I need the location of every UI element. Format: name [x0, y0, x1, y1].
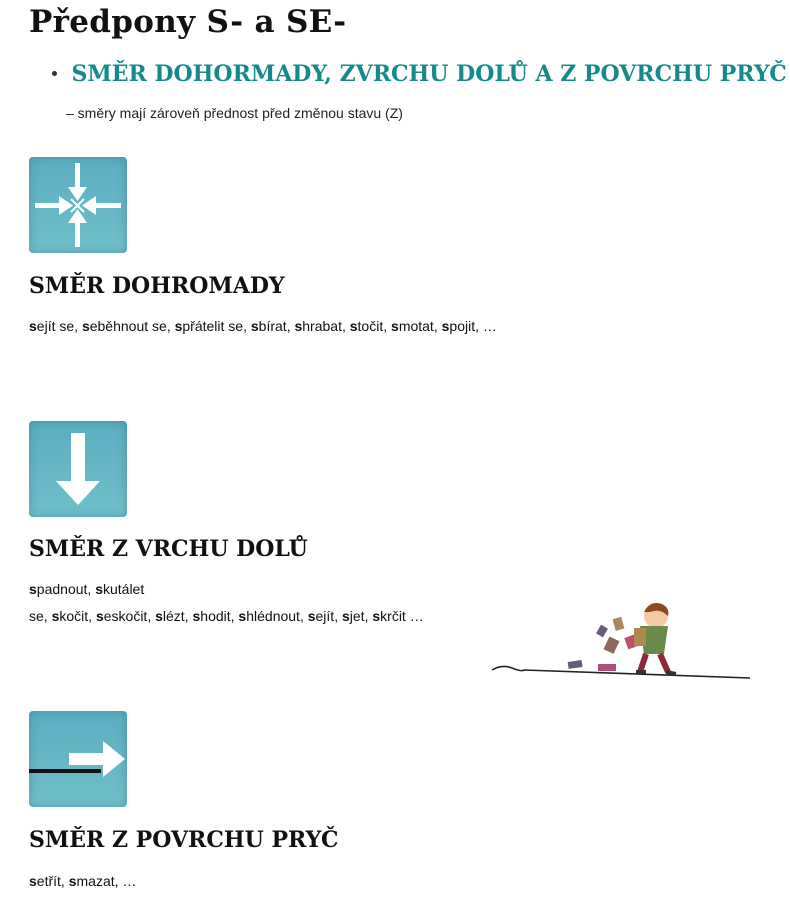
word-rest: se: [29, 608, 44, 624]
example-word: [308, 608, 334, 624]
example-word: [29, 873, 61, 889]
example-word: [294, 318, 342, 334]
prefix-letter: s: [294, 318, 303, 334]
prefix-letter: s: [192, 608, 201, 624]
word-rest: lézt: [162, 608, 185, 624]
word-rest: pojit: [449, 318, 476, 334]
example-word: [29, 608, 44, 624]
word-rest: točit: [357, 318, 384, 334]
example-word: [391, 318, 434, 334]
example-word: [192, 608, 230, 624]
arrow-down-icon: [29, 421, 127, 517]
word-rest: etřít: [36, 873, 61, 889]
example-word: [82, 318, 167, 334]
prefix-letter: s: [174, 318, 183, 334]
word-rest: hodit: [200, 608, 231, 624]
example-word: [372, 608, 423, 624]
prefix-letter: s: [29, 318, 37, 334]
word-rest: přátelit se: [182, 318, 244, 334]
examples-down-line2: se, skočit, seskočit, slézt, shodit, shlédnout, sejít, sjet, skrčit …: [29, 608, 424, 624]
prefix-letter: s: [95, 581, 103, 597]
subtitle-row: [52, 61, 787, 87]
word-rest: kutálet: [102, 581, 145, 597]
word-rest: ejít se: [36, 318, 75, 334]
example-word: [175, 318, 244, 334]
example-word: [122, 873, 136, 889]
note-text: – směry mají zároveň přednost před změnou stavu (Z): [66, 105, 403, 121]
prefix-letter: s: [29, 873, 37, 889]
prefix-letter: s: [51, 608, 60, 624]
word-rest: kočit: [59, 608, 89, 624]
example-word: [95, 581, 144, 597]
examples-together: sejít se, seběhnout se, spřátelit se, sbírat, shrabat, stočit, smotat, spojit, …: [29, 318, 497, 334]
page-title: Předpony S- a SE-: [29, 4, 347, 40]
word-rest: …: [122, 873, 137, 889]
word-rest: motat: [398, 318, 434, 334]
prefix-letter: s: [95, 608, 104, 624]
word-rest: krčit …: [380, 608, 424, 624]
example-word: [29, 318, 74, 334]
example-word: [251, 318, 287, 334]
prefix-letter: s: [391, 318, 399, 334]
prefix-letter: s: [307, 608, 316, 624]
word-rest: hrabat: [302, 318, 342, 334]
prefix-letter: s: [238, 608, 247, 624]
example-word: [483, 318, 497, 334]
example-word: [350, 318, 383, 334]
prefix-letter: s: [81, 318, 90, 334]
boy-with-falling-books-illustration: [490, 598, 752, 684]
section-heading-down: SMĚR Z VRCHU DOLŮ: [29, 536, 308, 562]
examples-down-line1: spadnout, skutálet: [29, 581, 145, 597]
prefix-letter: s: [349, 318, 358, 334]
example-word: [69, 873, 115, 889]
word-rest: ejít: [315, 608, 335, 624]
prefix-letter: s: [68, 873, 77, 889]
word-rest: eskočit: [103, 608, 148, 624]
examples-off-surface: setřít, smazat, …: [29, 873, 137, 889]
word-rest: jet: [349, 608, 365, 624]
prefix-letter: s: [250, 318, 259, 334]
section-heading-off-surface: SMĚR Z POVRCHU PRYČ: [29, 827, 339, 853]
prefix-letter: s: [29, 581, 37, 597]
prefix-letter: s: [155, 608, 163, 624]
prefix-letter: s: [341, 608, 350, 624]
example-word: [442, 318, 475, 334]
prefix-letter: s: [441, 318, 450, 334]
example-word: [29, 581, 87, 597]
prefix-letter: s: [372, 608, 381, 624]
bullet-dot: [52, 71, 57, 76]
word-rest: padnout: [36, 581, 88, 597]
word-rest: mazat: [76, 873, 115, 889]
arrows-inward-icon: [29, 157, 127, 253]
example-word: [155, 608, 185, 624]
example-word: [238, 608, 300, 624]
word-rest: bírat: [258, 318, 287, 334]
subtitle: SMĚR DOHORMADY, ZVRCHU DOLŮ A Z POVRCHU PRYČ: [71, 61, 787, 87]
example-word: [96, 608, 147, 624]
arrow-right-off-surface-icon: [29, 711, 127, 807]
example-word: [52, 608, 89, 624]
section-heading-together: SMĚR DOHROMADY: [29, 273, 285, 299]
example-word: [342, 608, 365, 624]
word-rest: …: [482, 318, 497, 334]
word-rest: eběhnout se: [89, 318, 167, 334]
word-rest: hlédnout: [246, 608, 300, 624]
